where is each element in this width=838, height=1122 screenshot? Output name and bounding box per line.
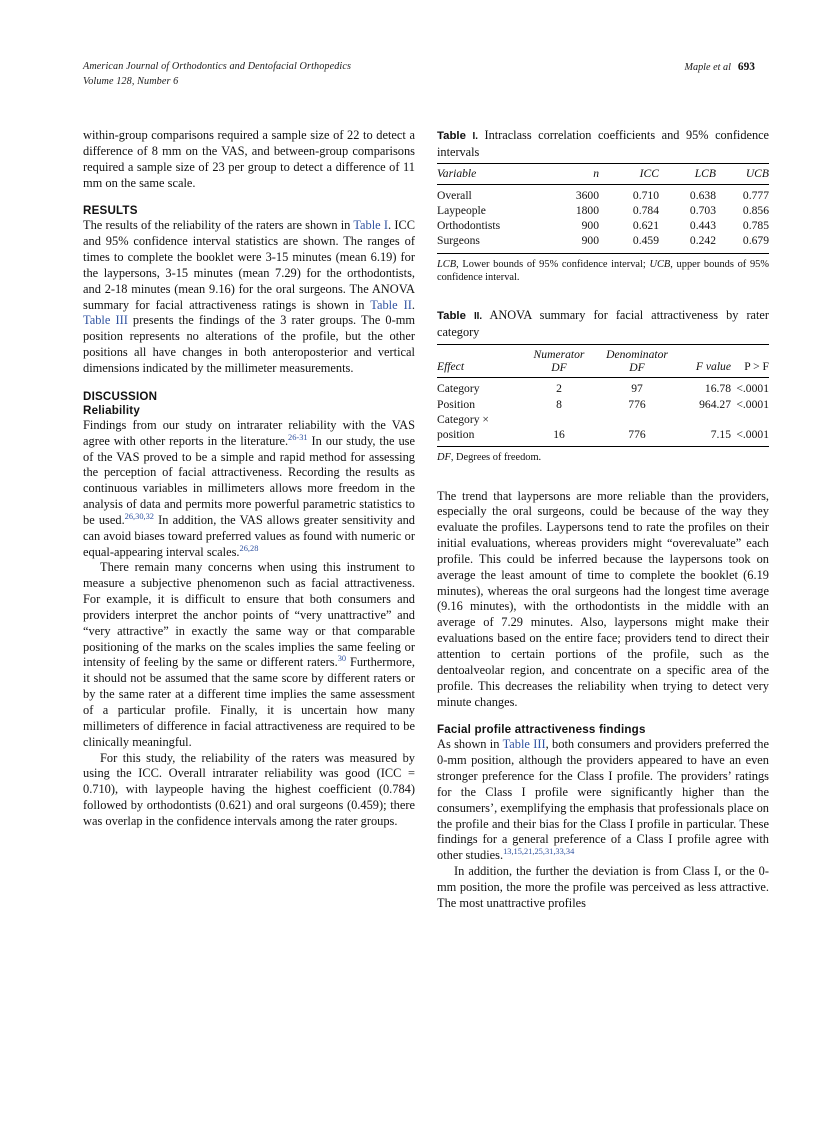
table-1-cell: 0.621 <box>632 219 659 233</box>
running-head-authors: Maple et al <box>684 62 731 73</box>
table-row <box>437 397 769 412</box>
xref-table-1[interactable]: Table I <box>353 218 389 233</box>
table-1-header-lcb: LCB <box>659 164 716 185</box>
table-2-header-denominator-df <box>595 344 679 378</box>
table-1-cell: 3600 <box>575 189 599 203</box>
reference-superscript[interactable]: 26,28 <box>239 543 259 553</box>
table-1-cell: 0.777 <box>742 189 769 203</box>
table-1-number: I. <box>472 131 478 142</box>
table-row <box>437 412 769 427</box>
table-1-header-n: n <box>541 164 599 185</box>
table-2-caption-text: ANOVA summary for facial attractiveness by rater category <box>437 308 769 340</box>
table-1-footnote-text-a: , Lower bounds of 95% confidence interval; <box>456 259 650 271</box>
results-paragraph <box>83 218 415 376</box>
right-paragraph-3: In addition, the further the deviation is from Class I, or the 0-mm position, the more the profile was perceived as less attractive. The most unattractive profiles <box>437 864 769 910</box>
left-column <box>83 128 415 830</box>
reference-superscript[interactable]: 13,15,21,25,31,33,34 <box>503 847 575 857</box>
table-1-cell: 0.638 <box>689 189 716 203</box>
table-2-cell-numerator-df: 2 <box>556 382 562 396</box>
heading-facial-profile-findings: Facial profile attractiveness findings <box>437 723 646 737</box>
table-2-caption <box>437 308 769 340</box>
table-2-cell-denominator-df: 97 <box>631 382 643 396</box>
disc-p1-text-a: Findings from our study on intrarater reliability with the VAS agree with other reports in the literature. <box>83 417 415 448</box>
table-2-block <box>437 308 769 464</box>
table-1-cell: 900 <box>581 219 599 233</box>
reference-superscript[interactable]: 26-31 <box>288 432 308 442</box>
discussion-paragraph-3: For this study, the reliability of the raters was measured by using the ICC. Overall intrarater reliability was good (ICC = 0.710), with laypeople having the highest coefficient (0.784) followed by orthodontists (0.621) and oral surgeons (0.459); there was overlap in the confidence intervals among the rater groups. <box>83 750 415 828</box>
journal-title: American Journal of Orthodontics and Dentofacial Orthopedics <box>83 61 352 72</box>
table-1-cell: 0.242 <box>689 234 716 248</box>
table-2-header-denominator: Denominator <box>606 347 668 361</box>
table-2-footnote-text: , Degrees of freedom. <box>450 452 542 464</box>
results-text-d: presents the findings of the 3 rater groups. The 0-mm position represents no alterations of the profile, but the other positions all have changes in both anteroposterior and vertical dimensions indicated by the millimeter measurements. <box>83 313 415 375</box>
discussion-paragraph-1 <box>83 418 415 561</box>
results-text-c: . <box>411 297 415 312</box>
reference-superscript[interactable]: 26,30,32 <box>124 511 154 521</box>
table-2-header-numerator-df <box>523 344 595 378</box>
table-1-footnote <box>437 258 769 284</box>
disc-p2-text-a: There remain many concerns when using this instrument to measure a subjective phenomenon such as facial attractiveness. For example, it is difficult to ensure that both consumers and providers interpret the anchor points of “very unattractive” and “very attractive” in exactly the same way or that comparable positioning of the marks on the scales implies the same feeling or intensity of feeling by the same or different raters. <box>83 560 415 670</box>
disc-p1-text-c: In addition, the VAS allows greater sensitivity and can avoid biases toward preferred values as found with numeric or equal-appearing interval scales. <box>83 512 415 559</box>
table-2-header-numerator: Numerator <box>533 347 585 361</box>
table-1-cell: 0.785 <box>742 219 769 233</box>
table-1-footnote-abbr-lcb: LCB <box>437 259 457 271</box>
table-2-cell-effect-cont: position <box>437 427 475 441</box>
table-2-cell-effect: Category <box>437 382 480 396</box>
results-text-a: The results of the reliability of the raters are shown in <box>83 218 354 233</box>
table-1-cell: 0.703 <box>689 204 716 218</box>
table-2-cell-f-value: 7.15 <box>710 427 731 441</box>
table-2-header-effect: Effect <box>437 344 523 378</box>
disc-p1-text-b: In our study, the use of the VAS proved to be a simple and rapid method for assessing the perception of facial attractiveness. Recording the results as continuous variables in millimeters allows more freedom in the analysis of data and permits more powerful parametric statistics to be used. <box>83 433 416 527</box>
table-2-label: Table <box>437 310 466 323</box>
table-1-cell: 0.459 <box>632 234 659 248</box>
table-2-cell-p-value: <.0001 <box>736 397 769 411</box>
table-2-cell-numerator-df: 16 <box>553 427 565 441</box>
table-1-cell: Orthodontists <box>437 219 501 233</box>
table-1-label: Table <box>437 130 466 142</box>
results-text-b: . ICC and 95% confidence interval statistics are shown. The ranges of times to complete the booklet were 3-15 minutes (mean 6.19) for the laypersons, 3-15 minutes (mean 7.29) for the orthodontists, and 2-18 minutes (mean 9.16) for the oral surgeons. The ANOVA summary for facial attractiveness ratings is shown in <box>83 218 415 312</box>
right-column <box>437 128 769 912</box>
running-head-journal <box>83 60 351 89</box>
table-1-header-variable: Variable <box>437 164 541 185</box>
table-2-cell-denominator-df: 776 <box>628 427 646 441</box>
journal-volume-issue: Volume 128, Number 6 <box>83 75 179 87</box>
disc-p2-text-b: Furthermore, it should not be assumed that the same score by different raters or by the same rater at a different time implies the same assessment of a particular profile. Finally, it is uncertain how many millimeters of difference in facial attractiveness are required to be clinically meaningful. <box>83 655 415 749</box>
xref-table-2[interactable]: Table II <box>370 297 412 312</box>
table-1-cell: Laypeople <box>437 204 486 218</box>
table-row <box>437 427 769 447</box>
table-2-header-df-2: DF <box>629 361 645 375</box>
table-1-cell: 0.443 <box>689 219 716 233</box>
table-2-cell-p-value: <.0001 <box>736 427 769 441</box>
table-2-cell-effect: Position <box>437 397 476 411</box>
table-2-header-df-1: DF <box>551 361 567 375</box>
table-2-cell-numerator-df: 8 <box>556 397 562 411</box>
heading-discussion: DISCUSSION <box>83 389 158 403</box>
running-head-authors-page <box>685 60 756 76</box>
running-head <box>83 60 755 94</box>
table-2-cell-f-value: 16.78 <box>704 382 731 396</box>
page-number: 693 <box>737 61 755 73</box>
table-1-footnote-text-b: , upper bounds of 95% confidence interval. <box>437 259 769 284</box>
table-2-cell-p-value: <.0001 <box>736 382 769 396</box>
paragraph-continued: within-group comparisons required a sample size of 22 to detect a difference of 8 mm on the VAS, and between-group comparisons required a sample size of 23 per group to detect a difference of 11 mm on the same scale. <box>83 128 415 190</box>
discussion-paragraph-2 <box>83 560 415 750</box>
table-1-header-icc: ICC <box>599 164 659 185</box>
table-1-caption <box>437 128 769 160</box>
table-1-cell: 0.679 <box>742 234 769 248</box>
right-paragraph-2 <box>437 737 769 864</box>
heading-results: RESULTS <box>83 204 138 218</box>
table-1-cell: 0.856 <box>742 204 769 218</box>
table-2-number: II. <box>473 311 483 323</box>
table-2-cell-effect: Category × <box>437 412 489 426</box>
table-row <box>437 204 769 219</box>
table-1-cell: Overall <box>437 189 472 203</box>
table-1-cell: 1800 <box>575 204 599 218</box>
table-1 <box>437 163 769 254</box>
table-1-header-ucb: UCB <box>716 164 769 185</box>
table-1-block <box>437 128 769 284</box>
table-row <box>437 378 769 397</box>
table-2-cell-empty <box>731 412 769 427</box>
heading-reliability: Reliability <box>83 403 140 417</box>
table-1-footnote-abbr-ucb: UCB <box>649 259 671 271</box>
table-1-caption-text: Intraclass correlation coefficients and 95% confidence intervals <box>437 128 770 159</box>
table-2-footnote <box>437 451 769 464</box>
xref-table-3[interactable]: Table III <box>502 737 546 752</box>
right-p2-text-b: , both consumers and providers preferred the 0-mm position, although the providers appeared to have an even stronger preference for the Class I profile. The providers’ ratings for the Class I profile were significantly higher than the consumers’, exemplifying the emphasis that professionals place on the profile and their bias for the Class I profile in particular. These findings for a general preference of a Class I profile agree with other studies. <box>437 737 769 863</box>
table-2-cell-empty <box>523 412 595 427</box>
right-p2-text-a: As shown in <box>437 737 503 752</box>
table-1-cell: Surgeons <box>437 234 480 248</box>
table-2-header-f-value: F value <box>679 344 731 378</box>
table-2-footnote-abbr-df: DF <box>437 452 451 464</box>
table-1-cell: 900 <box>581 234 599 248</box>
xref-table-3[interactable]: Table III <box>83 313 128 328</box>
table-2-cell-denominator-df: 776 <box>628 397 646 411</box>
table-row <box>437 185 769 204</box>
table-1-cell: 0.710 <box>632 189 659 203</box>
table-row <box>437 219 769 234</box>
table-2-cell-f-value: 964.27 <box>699 397 731 411</box>
table-row <box>437 234 769 254</box>
table-2-header-p-value: P > F <box>731 344 769 378</box>
table-2-cell-empty <box>679 412 731 427</box>
reference-superscript[interactable]: 30 <box>337 654 347 664</box>
table-2 <box>437 344 769 448</box>
table-1-cell: 0.784 <box>632 204 659 218</box>
right-paragraph-1: The trend that laypersons are more reliable than the providers, especially the oral surgeons, could be because of the way they evaluate the profiles. Laypersons tend to rate the profiles on their initial evaluations, whereas providers might “overevaluate” each profile. This could be inferred because the laypersons took on average the least amount of time to complete the booklet (6.19 minutes), whereas the oral surgeons had the longest time average (9.16 minutes), with the orthodontists in the middle with an average of 7.29 minutes. Also, laypersons might make their evaluations based on the entire face; providers tend to direct their attention to certain portions of the profile, such as the dentoalveolar region, and concentrate on a specific area of the profile. This decreases the reliability when trying to detect very minute changes. <box>437 488 769 709</box>
table-2-cell-empty <box>595 412 679 427</box>
